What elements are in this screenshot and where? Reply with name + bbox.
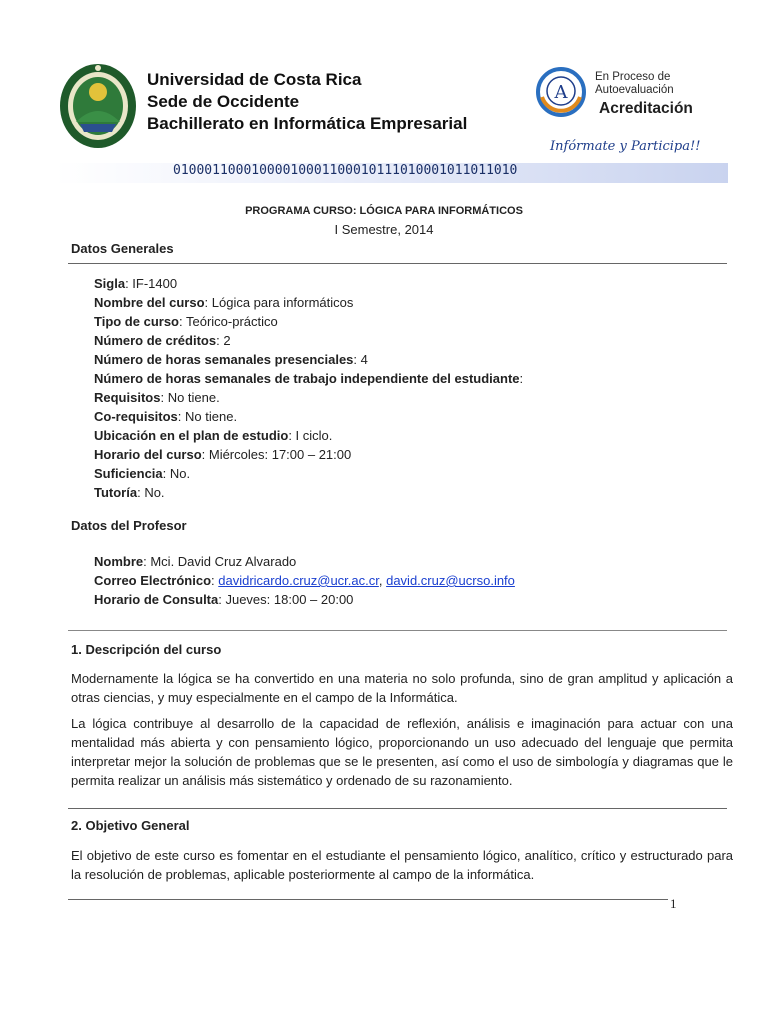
section-general-heading: Datos Generales <box>71 241 174 256</box>
document-title: PROGRAMA CURSO: LÓGICA PARA INFORMÁTICOS <box>245 205 523 217</box>
accreditation-line2: Autoevaluación <box>595 84 674 96</box>
field-row-horas-presenciales: Número de horas semanales presenciales: 4 <box>94 352 368 367</box>
binary-decoration-text: 01000110001000010001100010111010001011011010 <box>173 163 518 178</box>
divider <box>68 808 727 809</box>
binary-decoration-band <box>55 163 728 183</box>
description-paragraph-1: Modernamente la lógica se ha convertido en una materia no solo profunda, sino de gran amplitud y aplicación a otras ciencias, y muy especialmente en el campo de la Informática. <box>71 671 733 705</box>
accreditation-line1: En Proceso de <box>595 71 671 83</box>
university-name-block <box>147 69 467 135</box>
program-name: Bachillerato en Informática Empresarial <box>147 114 468 133</box>
section-professor-heading: Datos del Profesor <box>71 518 187 533</box>
section-objective-heading: 2. Objetivo General <box>71 818 190 833</box>
document-header <box>55 55 728 183</box>
accreditation-logo <box>536 67 586 117</box>
accreditation-slogan: Infórmate y Participa!! <box>550 139 701 154</box>
document-semester: I Semestre, 2014 <box>334 222 434 237</box>
section-description-heading: 1. Descripción del curso <box>71 642 222 657</box>
field-row-nombre: Nombre del curso: Lógica para informáticos <box>94 295 354 310</box>
field-row-tipo: Tipo de curso: Teórico-práctico <box>94 314 278 329</box>
professor-name-row: Nombre: Mci. David Cruz Alvarado <box>94 554 297 569</box>
svg-text:A: A <box>554 82 568 103</box>
objective-paragraph: El objetivo de este curso es fomentar en el estudiante el pensamiento lógico, analítico, crítico y estructurado para la resolución de problemas, aplicable posteriormente al campo de la informática. <box>71 848 733 882</box>
general-fields-list <box>94 274 523 502</box>
email-link-ucrso[interactable]: david.cruz@ucrso.info <box>386 573 515 588</box>
field-row-creditos: Número de créditos: 2 <box>94 333 231 348</box>
field-row-horario: Horario del curso: Miércoles: 17:00 – 21:00 <box>94 447 352 462</box>
field-row-suficiencia: Suficiencia: No. <box>94 466 191 481</box>
field-row-requisitos: Requisitos: No tiene. <box>94 390 220 405</box>
divider <box>68 630 727 631</box>
professor-email-row: Correo Electrónico: davidricardo.cruz@ucr.ac.cr, david.cruz@ucrso.info <box>94 573 515 588</box>
divider <box>68 263 727 264</box>
field-row-horas-independiente: Número de horas semanales de trabajo independiente del estudiante: <box>94 371 524 386</box>
description-paragraph-2: La lógica contribuye al desarrollo de la capacidad de reflexión, análisis e imaginación para actuar con una mentalidad más abierta y con pensamiento lógico, proporcionando un uso adecuado del lenguaje que permita interpretar mejor la solución de problemas que se le presenten, así como el uso de simbología y diagramas que le permita realizar un análisis más sistemático y ordenado de su razonamiento. <box>71 716 733 788</box>
professor-fields-list <box>94 552 515 609</box>
page-number: 1 <box>670 896 677 911</box>
field-row-sigla: Sigla: IF-1400 <box>94 276 178 291</box>
professor-hours-row: Horario de Consulta: Jueves: 18:00 – 20:00 <box>94 592 354 607</box>
accreditation-badge <box>528 57 728 165</box>
university-name: Universidad de Costa Rica <box>147 70 362 89</box>
email-link-ucr[interactable]: davidricardo.cruz@ucr.ac.cr <box>218 573 379 588</box>
campus-name: Sede de Occidente <box>147 92 300 111</box>
field-row-tutoria: Tutoría: No. <box>94 485 165 500</box>
university-seal-logo <box>58 62 138 150</box>
accreditation-line3: Acreditación <box>599 100 693 117</box>
field-row-ubicacion: Ubicación en el plan de estudio: I ciclo. <box>94 428 333 443</box>
field-row-corequisitos: Co-requisitos: No tiene. <box>94 409 238 424</box>
divider <box>68 899 668 900</box>
